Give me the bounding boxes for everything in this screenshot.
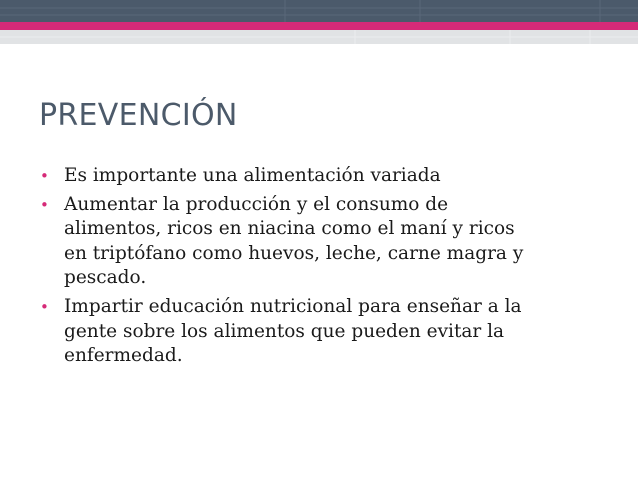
header-dark-band-pattern — [0, 0, 638, 22]
bullet-item — [40, 193, 620, 291]
slide-title: PREVENCIÓN — [39, 98, 238, 133]
bullet-dot-icon: • — [40, 167, 49, 185]
bullet-text-line: en triptófano como huevos, leche, carne magra y — [64, 242, 524, 264]
bullet-dot-icon: • — [40, 297, 49, 316]
bullet-text-line: Aumentar la producción y el consumo de — [64, 193, 449, 215]
bullet-list — [40, 164, 620, 373]
bullet-text-line: enfermedad. — [64, 345, 183, 367]
bullet-item — [40, 295, 620, 369]
bullet-dot-icon: • — [40, 195, 49, 214]
bullet-text-line: gente sobre los alimentos que pueden evitar la — [64, 320, 505, 342]
header-accent-band — [0, 22, 638, 30]
header-light-band-pattern — [0, 30, 638, 44]
bullet-text-line: alimentos, ricos en niacina como el maní y ricos — [64, 218, 515, 240]
bullet-text-line: Impartir educación nutricional para enseñar a la — [64, 295, 522, 317]
bullet-text-line: Es importante una alimentación variada — [64, 165, 441, 186]
bullet-text-line: pescado. — [64, 267, 147, 289]
bullet-item — [40, 164, 620, 189]
